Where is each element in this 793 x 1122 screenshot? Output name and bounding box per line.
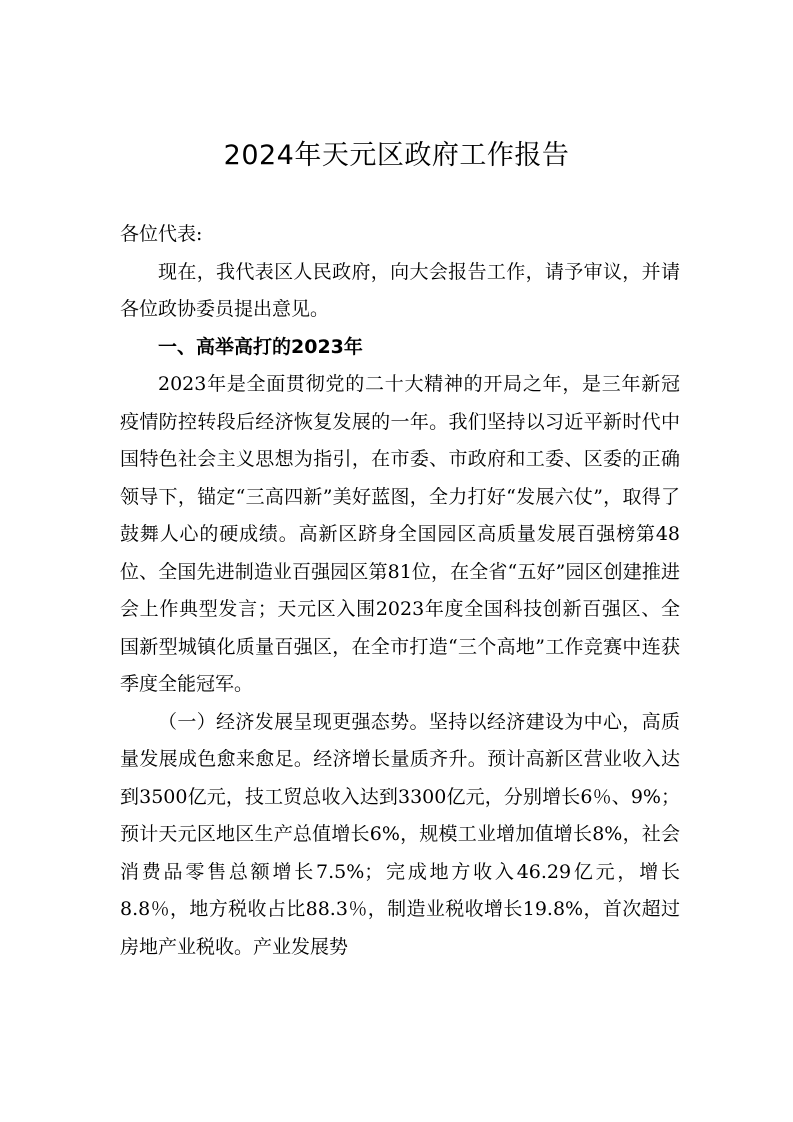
salutation: 各位代表: [120,223,203,245]
subsection-lead: （一）经济发展呈现更强态势。 [158,710,429,733]
page-title: 2024年天元区政府工作报告 [223,140,570,171]
section-heading: 一、高举高打的2023年 [158,335,363,358]
paragraph-review-2023: 2023年是全面贯彻党的二十大精神的开局之年，是三年新冠疫情防控转段后经济恢复发展的一年。我们坚持以习近平新时代中国特色社会主义思想为指引，在市委、市政府和工委、区委的正确领导下，锚定“三高四新”美好蓝图，全力打好“发展六仗”，取得了鼓舞人心的硬成绩。高新区跻身全国园区高质量发展百强榜第48位、全国先进制造业百强园区第81位，在全省“五好”园区创建推进会上作典型发言；天元区入围2023年度全国科技创新百强区、全国新型城镇化质量百强区，在全市打造“三个高地”工作竞赛中连获季度全能冠军。 [120,373,680,695]
intro-paragraph: 现在，我代表区人民政府，向大会报告工作，请予审议，并请各位政协委员提出意见。 [120,260,680,320]
paragraph-economy [120,704,680,967]
subsection-text: 坚持以经济建设为中心，高质量发展成色愈来愈足。经济增长量质齐升。预计高新区营业收入达到3500亿元，技工贸总收入达到3300亿元，分别增长6％、9%；预计天元区地区生产总值增长6%，规模工业增加值增长8%，社会消费品零售总额增长7.5%；完成地方收入46.29亿元，增长8.8％，地方税收占比88.3％，制造业税收增长19.8%，首次超过房地产业税收。产业发展势 [120,710,680,958]
document-body [120,216,680,966]
